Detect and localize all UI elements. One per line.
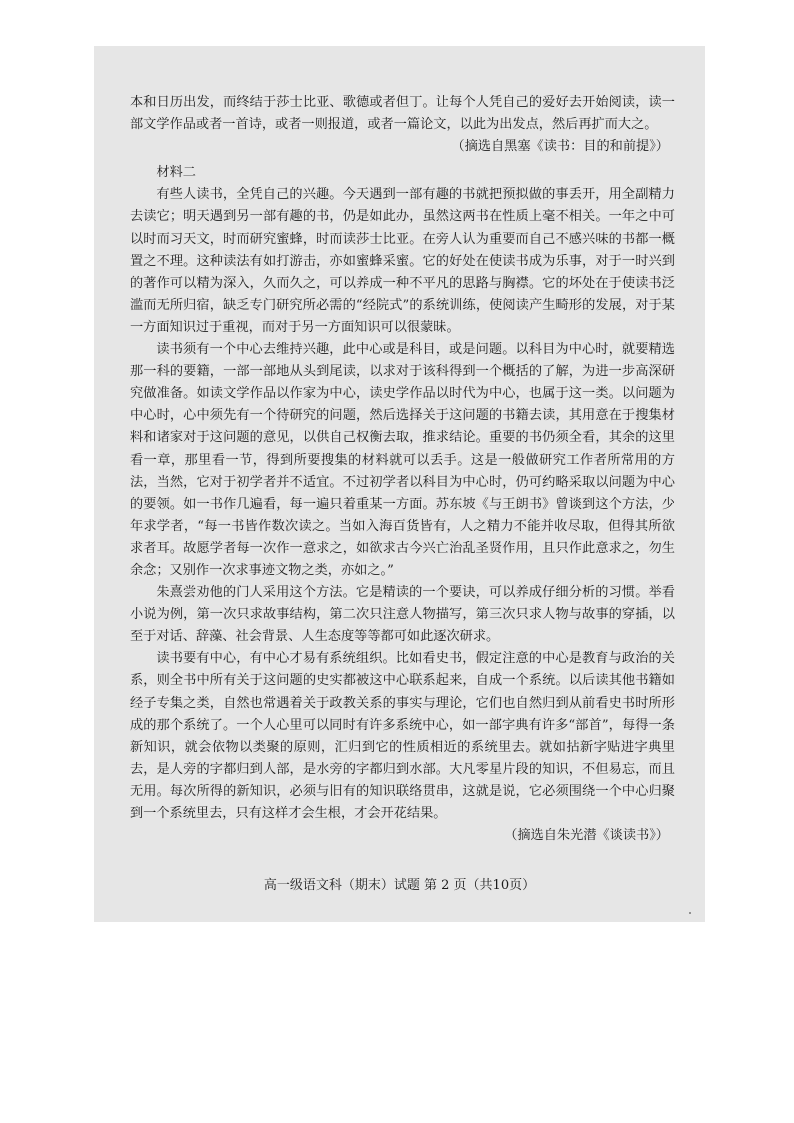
source-citation-2: （摘选自朱光潜《谈读书》） <box>504 828 669 844</box>
page-body <box>130 92 675 847</box>
scan-speck <box>689 912 691 914</box>
page-footer: 高一级语文科（期末）试题 第 2 页（共10页） <box>263 878 536 893</box>
paragraph-2: 读书须有一个中心去维持兴趣，此中心或是科目，或是问题。以科目为中心时，就要精选那一科的要籍，一部一部地从头到尾读，以求对于该科得到一个概括的了解，为进一步高深研究做准备。如读文学作品以作家为中心，读史学作品以时代为中心，也属于这一类。以问题为中心时，心中须先有一个待研究的问题，然后选择关于这问题的书籍去读，其用意在于搜集材料和诸家对于这问题的意见，以供自己权衡去取，推求结论。重要的书仍须全看，其余的这里看一章，那里看一节，得到所要搜集的材料就可以丢手。这是一般做研究工作者所常用的方法，当然，它对于初学者并不适宜。不过初学者以科目为中心时，仍可约略采取以问题为中心的要领。如一书作几遍看，每一遍只着重某一方面。苏东坡《与王朗书》曾谈到这个方法，少年求学者，“每一书皆作数次读之。当如入海百货皆有，人之精力不能并收尽取，但得其所欲求者耳。故愿学者每一次作一意求之，如欲求古今兴亡治乱圣贤作用，且只作此意求之，勿生余念；又别作一次求事迹文物之类，亦如之。” <box>130 342 675 578</box>
source-citation-1: （摘选自黑塞《读书：目的和前提》） <box>451 139 669 155</box>
intro-paragraph: 本和日历出发，而终结于莎士比亚、歌德或者但丁。让每个人凭自己的爱好去开始阅读，读一部文学作品或者一首诗，或者一则报道，或者一篇论文，以此为出发点，然后再扩而大之。 <box>130 95 675 133</box>
paragraph-4: 读书要有中心，有中心才易有系统组织。比如看史书，假定注意的中心是教育与政治的关系，则全书中所有关于这问题的史实都被这中心联系起来，自成一个系统。以后读其他书籍如经子专集之类，自然也常遇着关于政教关系的事实与理论，它们也自然归到从前看史书时所形成的那个系统了。一个人心里可以同时有许多系统中心，如一部字典有许多“部首”，每得一条新知识，就会依物以类聚的原则，汇归到它的性质相近的系统里去。就如拈新字贴进字典里去，是人旁的字都归到人部，是水旁的字都归到水部。大凡零星片段的知识，不但易忘，而且无用。每次所得的新知识，必须与旧有的知识联络贯串，这就是说，它必须围绕一个中心归聚到一个系统里去，只有这样才会生根，才会开花结果。 <box>130 651 675 821</box>
paragraph-3: 朱熹尝劝他的门人采用这个方法。它是精读的一个要诀，可以养成仔细分析的习惯。举看小说为例，第一次只求故事结构，第二次只注意人物描写，第三次只求人物与故事的穿插，以至于对话、辞藻、社会背景、人生态度等等都可如此逐次研求。 <box>130 585 675 645</box>
material-heading: 材料二 <box>156 165 196 181</box>
paragraph-1: 有些人读书，全凭自己的兴趣。今天遇到一部有趣的书就把预拟做的事丢开，用全副精力去读它；明天遇到另一部有趣的书，仍是如此办，虽然这两书在性质上毫不相关。一年之中可以时而习天文，时而研究蜜蜂，时而读莎士比亚。在旁人认为重要而自己不感兴味的书都一概置之不理。这种读法有如打游击，亦如蜜蜂采蜜。它的好处在使读书成为乐事，对于一时兴到的著作可以精为深入，久而久之，可以养成一种不平凡的思路与胸襟。它的坏处在于使读书泛滥而无所归宿，缺乏专门研究所必需的“经院式”的系统训练，使阅读产生畸形的发展，对于某一方面知识过于重视，而对于另一方面知识可以很蒙昧。 <box>130 187 675 335</box>
scanned-page <box>94 46 705 922</box>
